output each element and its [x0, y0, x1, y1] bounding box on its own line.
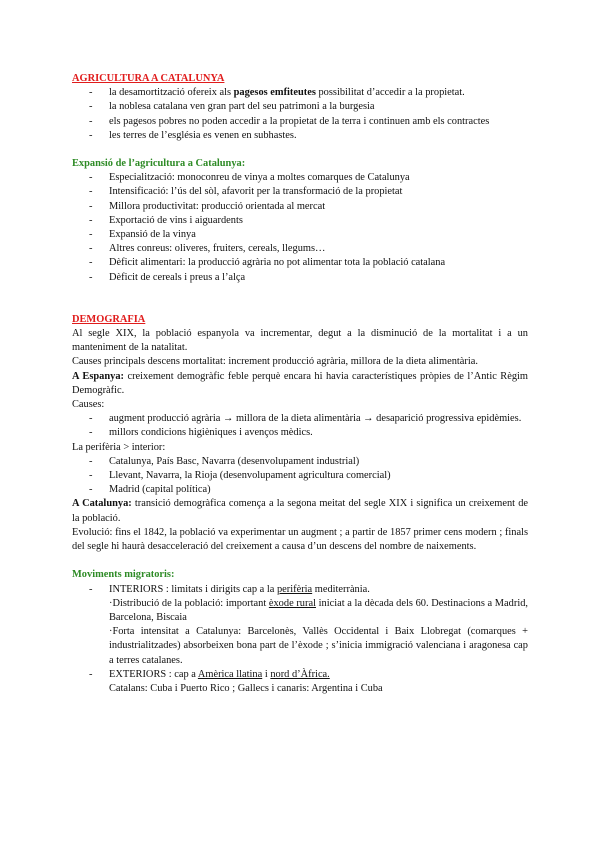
- list-item: - Intensificació: l’ús del sòl, afavorit per la transformació de la propietat: [72, 185, 528, 199]
- underlined-term: èxode rural: [268, 597, 316, 609]
- text: ·Distribució de la població: important: [109, 597, 269, 609]
- document-page: [72, 72, 528, 696]
- spacer: [72, 554, 528, 568]
- text: creixement demogràfic feble perquè encara hi havia característiques pròpies de l’Antic Règim Demogràfic.: [72, 370, 528, 396]
- heading-expansio: Expansió de l’agricultura a Catalunya:: [72, 158, 246, 170]
- sub-paragraph: ·Forta intensitat a Catalunya: Barcelonès, Vallès Occidental i Baix Llobregat (comarques + industrialitzades) absorbeixen bona part de l’èxode ; s’inicia immigració valenciana i aragonesa cap a terres catalanes.: [109, 626, 528, 666]
- text: INTERIORS : limitats i dirigits cap a la: [109, 583, 277, 595]
- paragraph: Evolució: fins el 1842, la població va experimentar un augment ; a partir de 1857 primer cens modern ; finals del segle hi haurà desacceleració del creixement a causa d’un descens del nombre de naixements.: [72, 526, 528, 553]
- list-item: - la noblesa catalana ven gran part del seu patrimoni a la burgesia: [72, 100, 528, 114]
- text: possibilitat d’accedir a la propietat.: [315, 87, 465, 99]
- list-item: - Dèficit alimentari: la producció agrària no pot alimentar tota la població catalana: [72, 256, 528, 270]
- list-item: - Altres conreus: oliveres, fruiters, cereals, llegums…: [72, 242, 528, 256]
- paragraph: [72, 370, 528, 398]
- text: iniciat a la dècada dels 60. Destinacions a Madrid, Barcelona, Biscaia: [109, 597, 528, 623]
- list-item: - Millora productivitat: producció orientada al mercat: [72, 200, 528, 214]
- list-item: - Llevant, Navarra, la Rioja (desenvolupament agricultura comercial): [72, 469, 528, 483]
- list-item: - Catalunya, País Basc, Navarra (desenvolupament industrial): [72, 455, 528, 469]
- underlined-term: perifèria: [276, 583, 313, 595]
- paragraph: [72, 497, 528, 525]
- spacer: [72, 285, 528, 313]
- list-item: [72, 86, 528, 100]
- bold-term: pagesos emfiteutes: [233, 87, 316, 99]
- list-item: - Dèficit de cereals i preus a l’alça: [72, 271, 528, 285]
- sub-paragraph: Catalans: Cuba i Puerto Rico ; Gallecs i canaris: Argentina i Cuba: [109, 682, 383, 694]
- list-item: - Especialització: monoconreu de vinya a moltes comarques de Catalunya: [72, 171, 528, 185]
- heading-demografia: DEMOGRAFIA: [72, 313, 146, 325]
- list-item: - els pagesos pobres no poden accedir a la propietat de la terra i continuen amb els contractes: [72, 115, 528, 129]
- expansio-list: [72, 171, 528, 285]
- label: Causes:: [72, 399, 105, 411]
- label: La perifèria > interior:: [72, 441, 166, 453]
- list-item: [72, 583, 528, 597]
- list-item: - millors condicions higièniques i avenços mèdics.: [72, 426, 528, 440]
- list-item: - Madrid (capital política): [72, 483, 528, 497]
- text: mediterrània.: [312, 583, 370, 595]
- text: transició demogràfica comença a la segona meitat del segle XIX i significa un creixement de la població.: [72, 498, 528, 524]
- heading-moviments: Moviments migratoris:: [72, 569, 175, 581]
- bold-term: A Catalunya:: [72, 498, 132, 510]
- heading-agricultura: AGRICULTURA A CATALUNYA: [72, 73, 225, 84]
- migr-list-ext: [72, 668, 528, 682]
- paragraph: Causes principals descens mortalitat: increment producció agrària, millora de la dieta alimentària.: [72, 356, 478, 368]
- list-item: - augment producció agrària → millora de la dieta alimentària → desaparició progressiva epidèmies.: [72, 412, 528, 426]
- bold-term: A Espanya:: [72, 370, 124, 382]
- underlined-term: nord d’Àfrica.: [270, 668, 330, 680]
- text: la desamortització ofereix als: [109, 87, 234, 99]
- text: EXTERIORS : cap a: [109, 668, 198, 680]
- list-item: - Expansió de la vinya: [72, 228, 528, 242]
- spacer: [72, 143, 528, 157]
- migr-list: [72, 583, 528, 597]
- sub-paragraph: [72, 597, 528, 625]
- periferia-list: [72, 455, 528, 498]
- agricultura-list: [72, 86, 528, 143]
- underlined-term: Amèrica llatina: [197, 668, 263, 680]
- list-item: - Exportació de vins i aiguardents: [72, 214, 528, 228]
- text: i: [262, 668, 271, 680]
- list-item: [72, 668, 528, 682]
- paragraph: Al segle XIX, la població espanyola va incrementar, degut a la disminució de la mortalitat i a un manteniment de la natalitat.: [72, 328, 528, 354]
- list-item: - les terres de l’església es venen en subhastes.: [72, 129, 528, 143]
- causes-list: [72, 412, 528, 440]
